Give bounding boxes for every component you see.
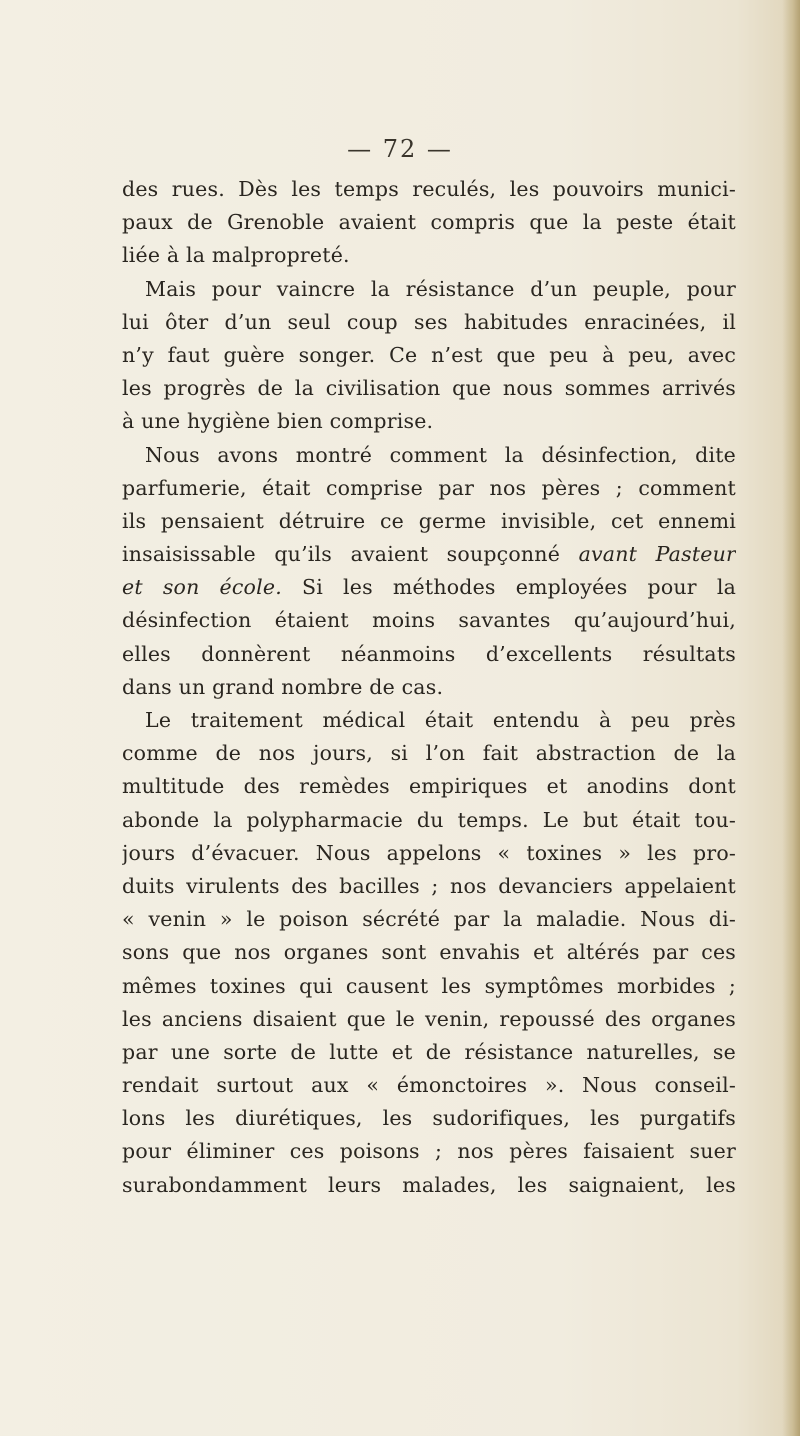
text-line: lui ôter d’un seul coup ses habitudes enracinées, il	[122, 309, 736, 334]
text-line: les progrès de la civilisation que nous sommes arrivés	[122, 376, 736, 401]
text-line: abonde la polypharmacie du temps. Le but était tou-	[122, 807, 736, 832]
text-line: parfumerie, était comprise par nos pères ; comment	[122, 475, 736, 500]
text-line: dans un grand nombre de cas.	[122, 674, 444, 699]
text-line: à une hygiène bien comprise.	[122, 409, 434, 434]
text-line: jours d’évacuer. Nous appelons « toxines » les pro-	[122, 840, 736, 865]
text-line: Nous avons montré comment la désinfection, dite	[145, 442, 736, 467]
page-number: — 72 —	[347, 135, 453, 163]
page-edge-shadow	[782, 0, 800, 1436]
text-line: duits virulents des bacilles ; nos devanciers appelaient	[122, 873, 736, 898]
text-line: ils pensaient détruire ce germe invisible, cet ennemi	[122, 508, 736, 533]
text-line: mêmes toxines qui causent les symptômes morbides ;	[122, 973, 736, 998]
italic-text: avant Pasteur	[578, 542, 736, 567]
text-line: des rues. Dès les temps reculés, les pouvoirs munici-	[122, 177, 736, 201]
text-line: surabondamment leurs malades, les saignaient, les	[122, 1172, 736, 1197]
text-line: comme de nos jours, si l’on fait abstraction de la	[122, 741, 736, 766]
text-line: désinfection étaient moins savantes qu’aujourd’hui,	[122, 608, 736, 633]
text-line: par une sorte de lutte et de résistance naturelles, se	[122, 1039, 736, 1064]
text-line: sons que nos organes sont envahis et altérés par ces	[122, 940, 736, 965]
text-line: liée à la malpropreté.	[122, 243, 350, 268]
text-segment: insaisissable qu’ils avaient soupçonné	[122, 542, 561, 567]
text-line	[122, 538, 736, 571]
text-line: Mais pour vaincre la résistance d’un peuple, pour	[145, 276, 736, 301]
text-line: « venin » le poison sécrété par la maladie. Nous di-	[122, 907, 736, 932]
text-line: rendait surtout aux « émonctoires ». Nous conseil-	[122, 1073, 736, 1098]
text-line	[122, 571, 736, 604]
body-text	[122, 173, 736, 1202]
text-line: n’y faut guère songer. Ce n’est que peu à peu, avec	[122, 342, 736, 367]
italic-text: et son école.	[122, 575, 282, 600]
text-line: multitude des remèdes empiriques et anodins dont	[122, 774, 736, 799]
text-segment: Si les méthodes employées pour la	[301, 575, 736, 600]
text-line: paux de Grenoble avaient compris que la peste était	[122, 210, 736, 235]
text-line: Le traitement médical était entendu à peu près	[145, 708, 736, 732]
text-line: les anciens disaient que le venin, repoussé des organes	[122, 1006, 736, 1031]
text-line: elles donnèrent néanmoins d’excellents résultats	[122, 641, 736, 666]
text-line: pour éliminer ces poisons ; nos pères faisaient suer	[122, 1139, 736, 1164]
text-line: lons les diurétiques, les sudorifiques, les purgatifs	[122, 1106, 736, 1131]
